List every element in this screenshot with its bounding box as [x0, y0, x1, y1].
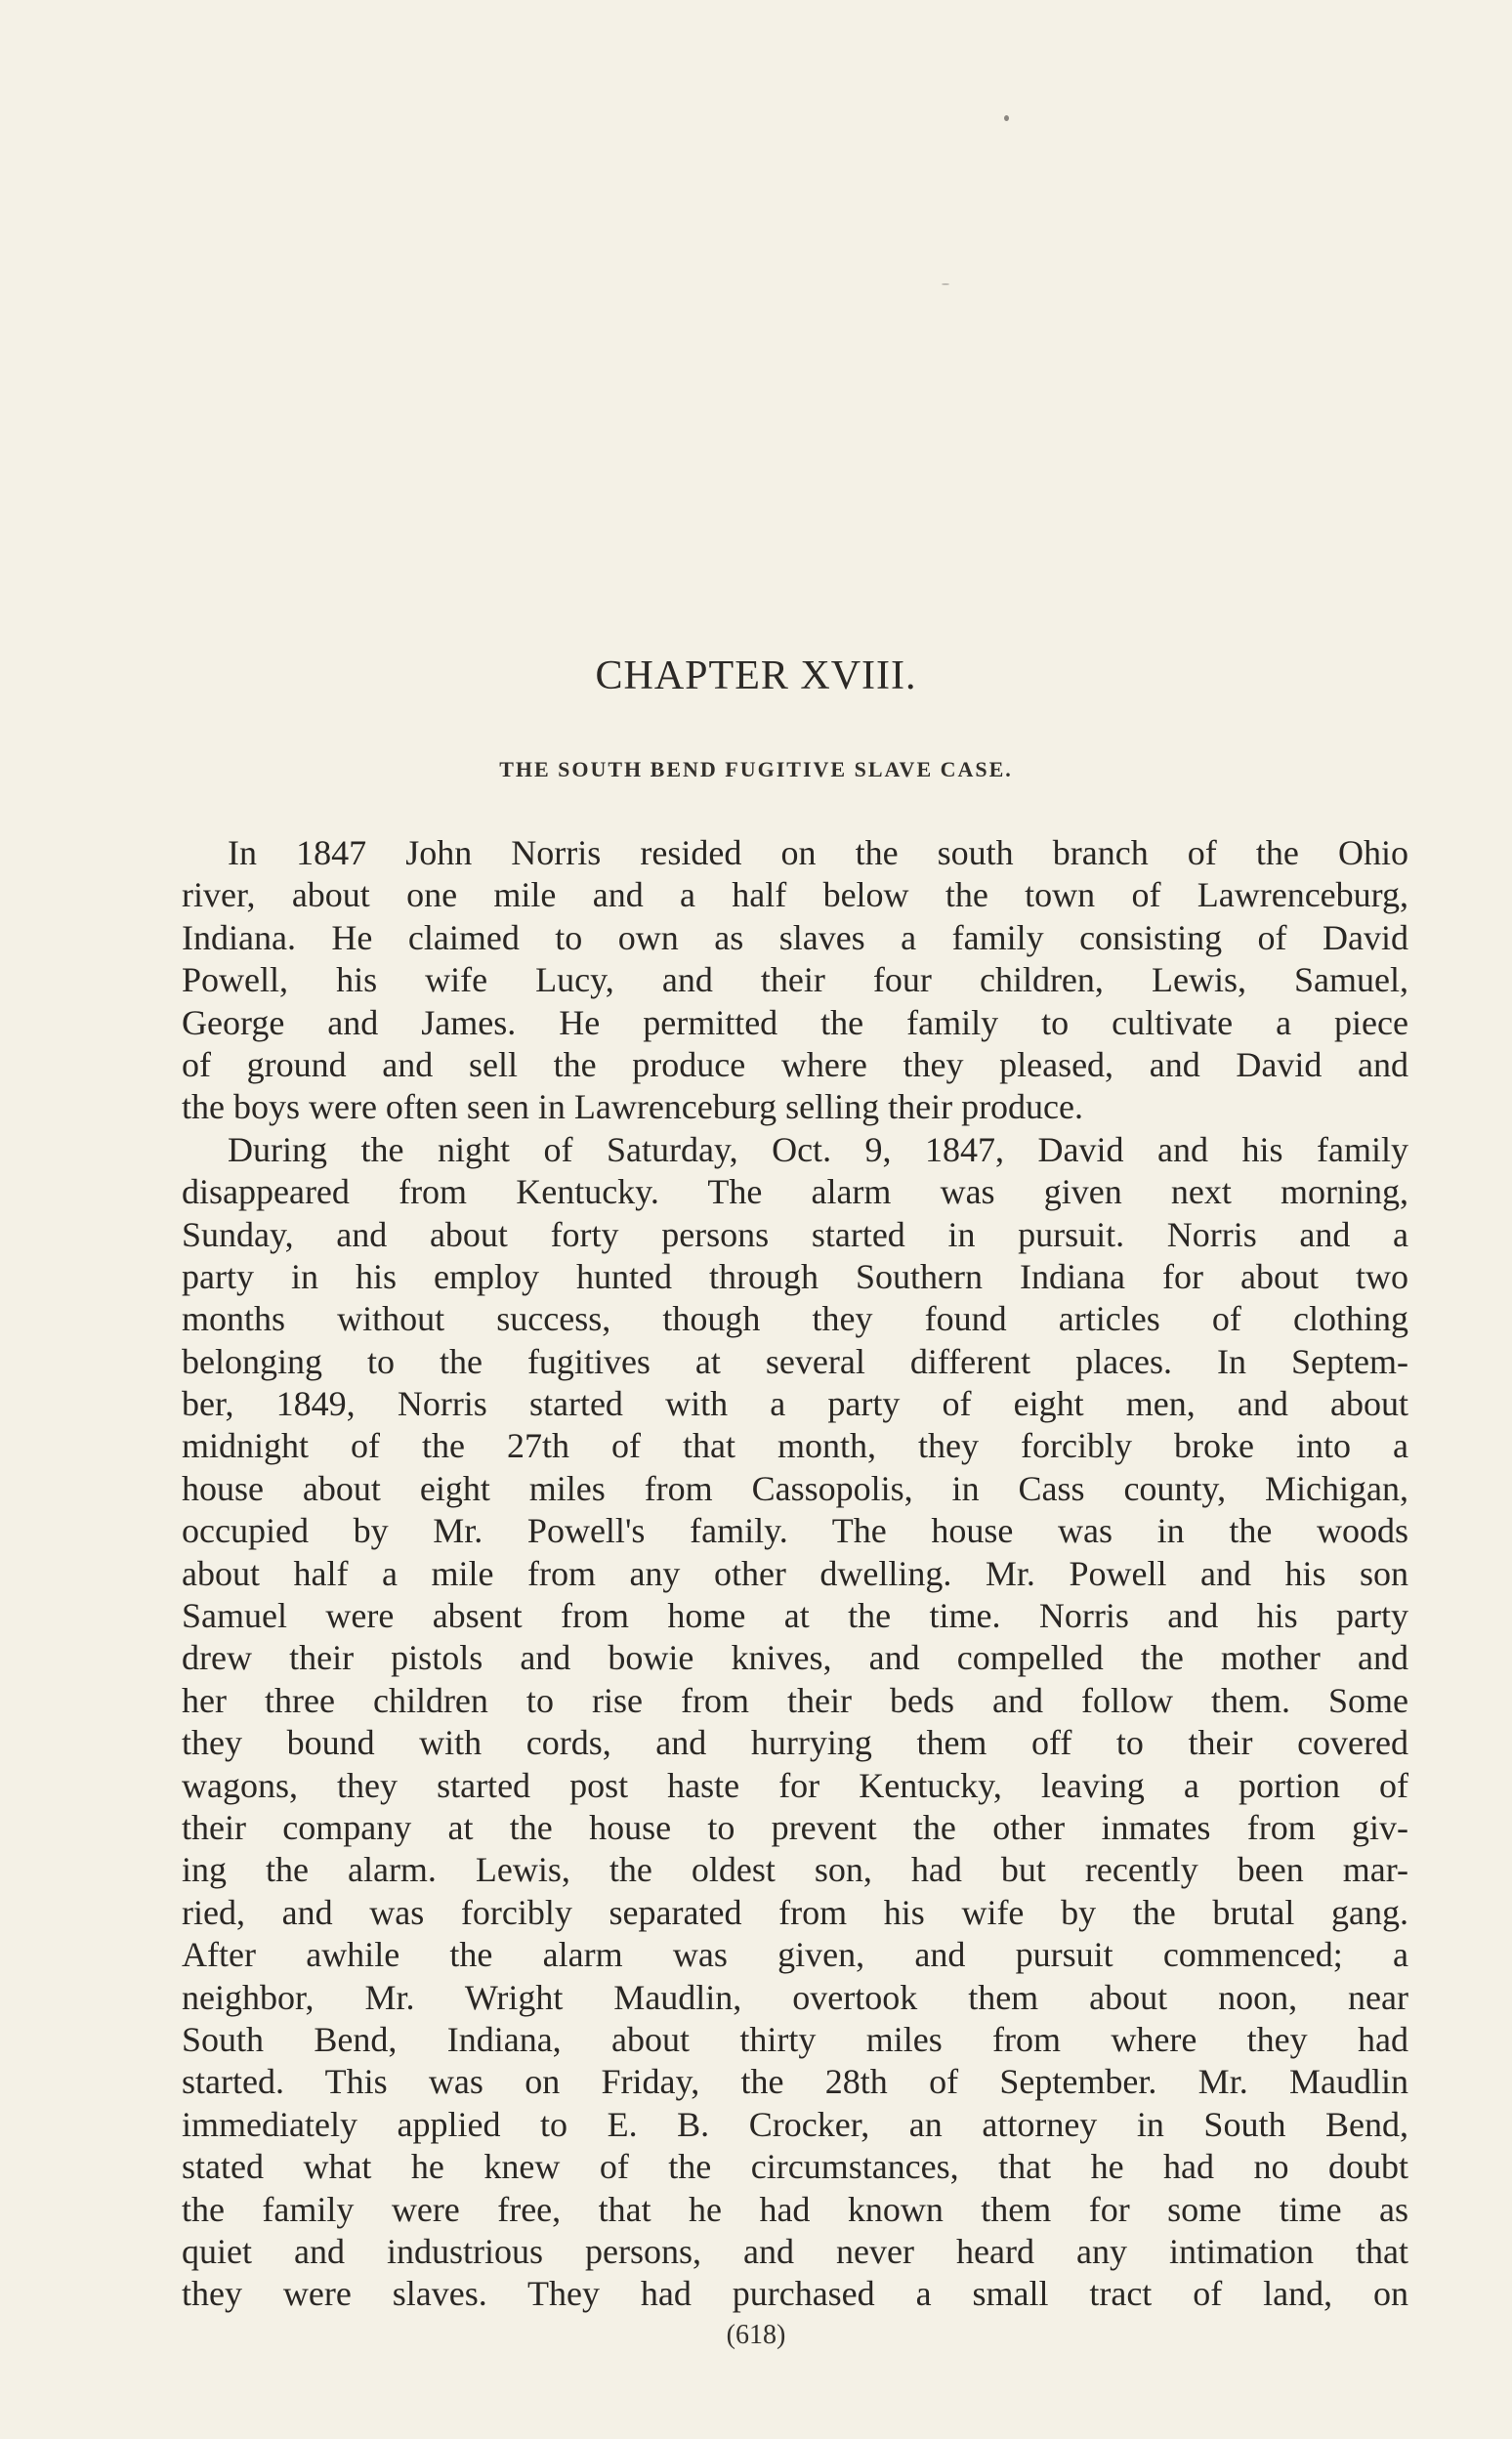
- text-line: Powell, his wife Lucy, and their four children, Lewis, Samuel,: [182, 960, 1408, 1000]
- text-line: After awhile the alarm was given, and pursuit commenced; a: [182, 1935, 1408, 1975]
- text-line: they bound with cords, and hurrying them off to their covered: [182, 1723, 1408, 1763]
- text-line: Indiana. He claimed to own as slaves a family consisting of David: [182, 917, 1408, 957]
- text-line: house about eight miles from Cassopolis, in Cass county, Michigan,: [182, 1468, 1408, 1508]
- text-line: stated what he knew of the circumstances, that he had no doubt: [182, 2147, 1408, 2187]
- text-line: ber, 1849, Norris started with a party of eight men, and about: [182, 1384, 1408, 1424]
- text-line: the boys were often seen in Lawrenceburg selling their produce.: [182, 1087, 1084, 1127]
- text-line: In 1847 John Norris resided on the south branch of the Ohio: [228, 833, 1408, 872]
- text-line: belonging to the fugitives at several different places. In Septem-: [182, 1341, 1408, 1381]
- text-line: their company at the house to prevent the other inmates from giv-: [182, 1807, 1408, 1847]
- text-line: South Bend, Indiana, about thirty miles from where they had: [182, 2019, 1408, 2059]
- text-line: disappeared from Kentucky. The alarm was given next morning,: [182, 1172, 1408, 1212]
- text-line: started. This was on Friday, the 28th of September. Mr. Maudlin: [182, 2062, 1408, 2102]
- text-line: months without success, though they found articles of clothing: [182, 1299, 1408, 1339]
- text-line: immediately applied to E. B. Crocker, an attorney in South Bend,: [182, 2104, 1408, 2144]
- paper-speck: [942, 283, 949, 285]
- body-text: [182, 832, 1408, 2316]
- text-line: they were slaves. They had purchased a small tract of land, on: [182, 2274, 1408, 2314]
- text-line: neighbor, Mr. Wright Maudlin, overtook them about noon, near: [182, 1977, 1408, 2017]
- text-line: party in his employ hunted through Southern Indiana for about two: [182, 1256, 1408, 1296]
- text-line: midnight of the 27th of that month, they forcibly broke into a: [182, 1426, 1408, 1466]
- section-title: THE SOUTH BEND FUGITIVE SLAVE CASE.: [499, 757, 1013, 781]
- text-line: ing the alarm. Lewis, the oldest son, had but recently been mar-: [182, 1850, 1408, 1890]
- text-line: Samuel were absent from home at the time. Norris and his party: [182, 1596, 1408, 1636]
- text-line: drew their pistols and bowie knives, and compelled the mother and: [182, 1638, 1408, 1678]
- paper-speck: [1004, 115, 1009, 121]
- text-line: ried, and was forcibly separated from his wife by the brutal gang.: [182, 1892, 1408, 1932]
- text-line: of ground and sell the produce where they pleased, and David and: [182, 1044, 1408, 1084]
- text-line: her three children to rise from their beds and follow them. Some: [182, 1680, 1408, 1720]
- text-line: Sunday, and about forty persons started in pursuit. Norris and a: [182, 1214, 1408, 1254]
- text-line: river, about one mile and a half below the town of Lawrenceburg,: [182, 875, 1408, 915]
- text-line: the family were free, that he had known them for some time as: [182, 2189, 1408, 2229]
- text-line: quiet and industrious persons, and never heard any intimation that: [182, 2231, 1408, 2271]
- text-line: occupied by Mr. Powell's family. The house was in the woods: [182, 1511, 1408, 1551]
- text-line: wagons, they started post haste for Kentucky, leaving a portion of: [182, 1765, 1408, 1805]
- chapter-title: CHAPTER XVIII.: [595, 653, 917, 698]
- page-number: (618): [726, 2320, 786, 2350]
- text-line: about half a mile from any other dwelling. Mr. Powell and his son: [182, 1553, 1408, 1593]
- text-line: During the night of Saturday, Oct. 9, 1847, David and his family: [228, 1129, 1408, 1169]
- text-line: George and James. He permitted the family to cultivate a piece: [182, 1002, 1408, 1042]
